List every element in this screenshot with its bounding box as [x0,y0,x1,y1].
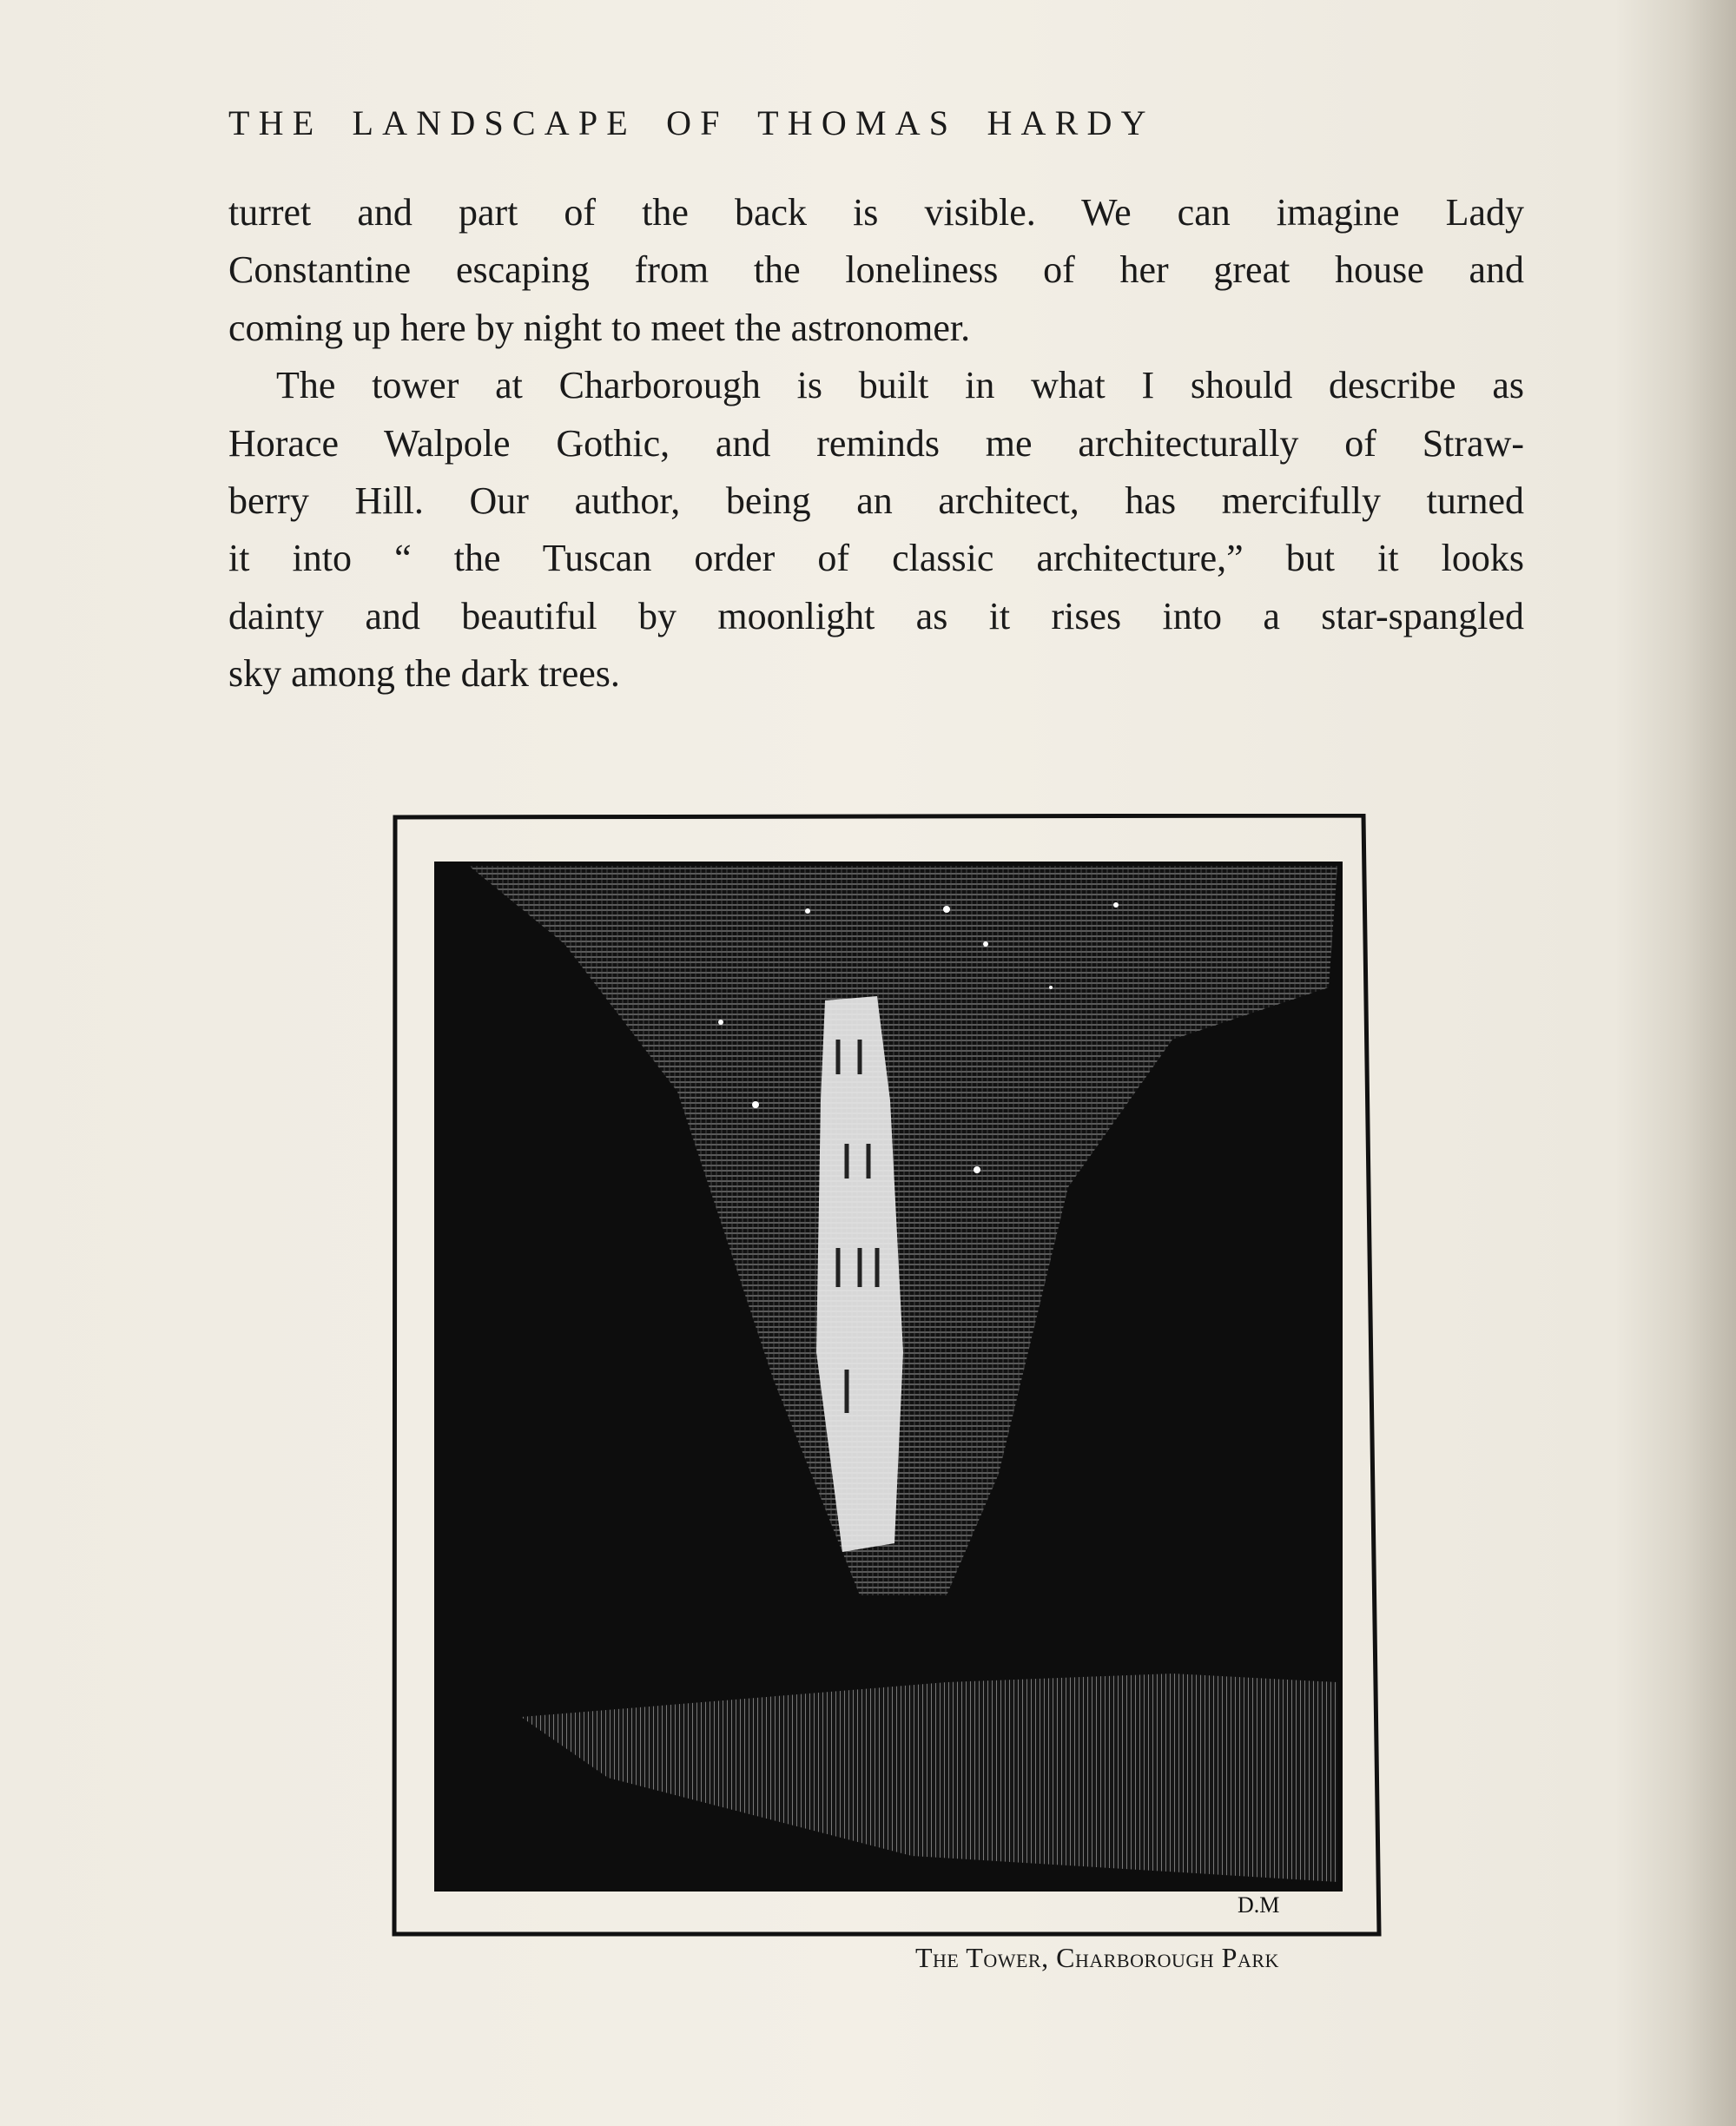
text-line: Constantine escaping from the loneliness of her great house and [228,248,1524,292]
text-line: it into “ the Tuscan order of classic architecture,” but it looks [228,537,1524,580]
text-line: dainty and beautiful by moonlight as it rises into a star-spangled [228,594,1524,637]
body-text [228,184,1524,703]
text-line: coming up here by night to meet the astronomer. [228,306,971,349]
running-head: THE LANDSCAPE OF THOMAS HARDY [228,103,1155,142]
text-line: sky among the dark trees. [228,652,620,696]
text-line: The tower at Charborough is built in what I should describe as [276,364,1524,407]
artist-signature: D.M [1238,1892,1280,1918]
illustration-drawing [391,814,1383,1937]
text-line: berry Hill. Our author, being an architect, has mercifully turned [228,479,1524,522]
text-line: Horace Walpole Gothic, and reminds me architecturally of Straw- [228,421,1524,465]
figure-caption: The Tower, Charborough Park [915,1942,1279,1973]
illustration-tower [391,814,1383,1937]
text-line: turret and part of the back is visible. We can imagine Lady [228,191,1524,234]
